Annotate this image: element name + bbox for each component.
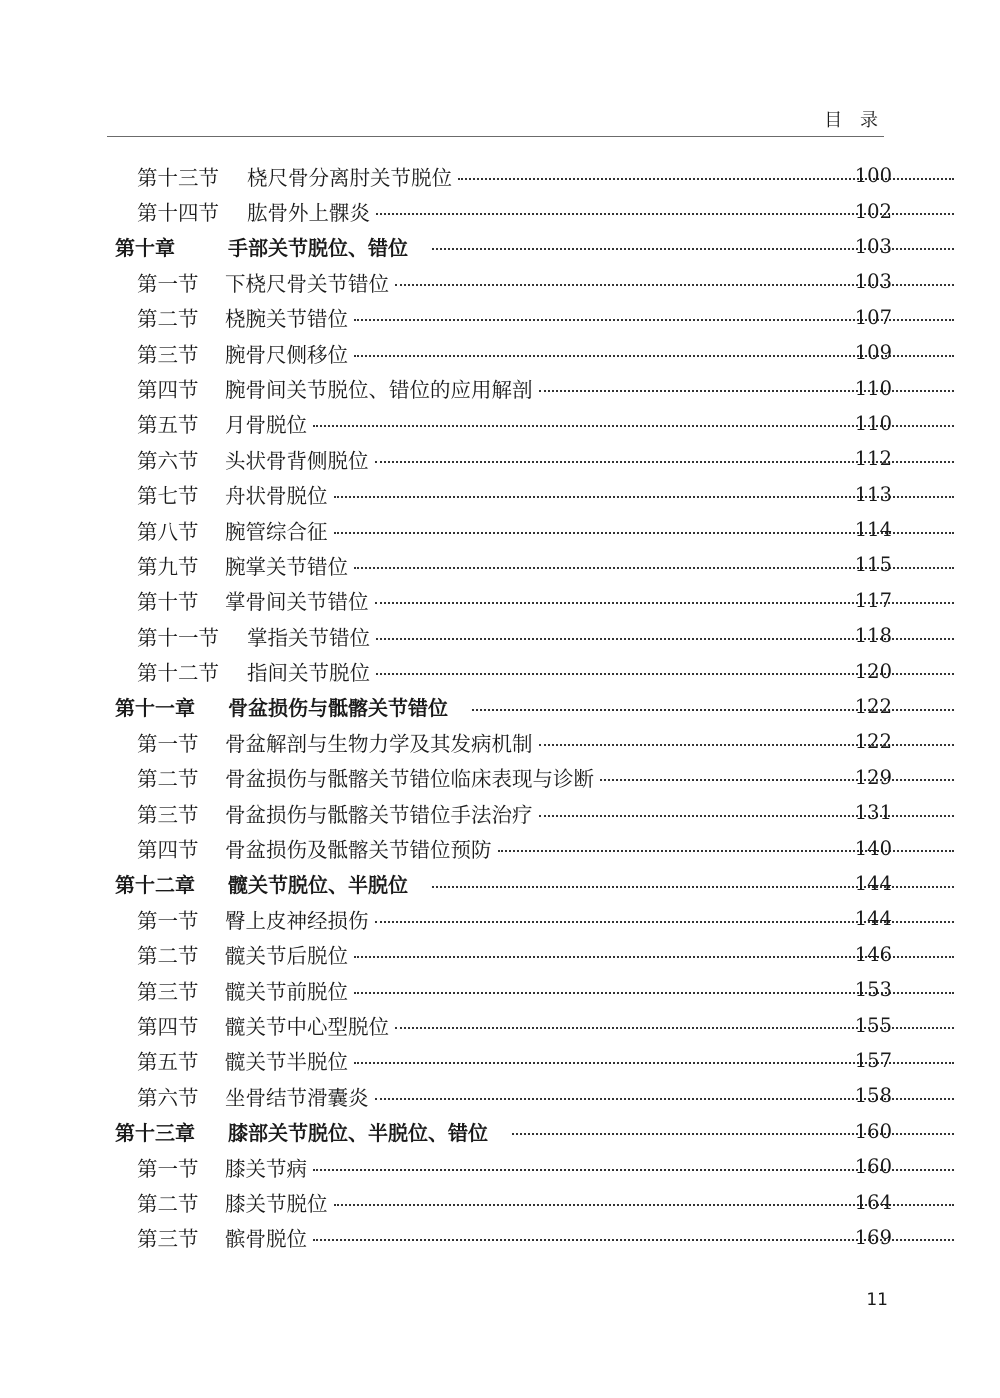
- toc-entry-number: 第五节: [137, 413, 199, 438]
- page-number: 11: [866, 1290, 888, 1310]
- toc-section-entry: [0, 1043, 1000, 1078]
- toc-section-entry: [0, 477, 1000, 512]
- toc-entry-title: 掌指关节错位: [247, 625, 370, 650]
- toc-entry-page: 109: [854, 341, 892, 365]
- toc-entry-number: 第一节: [137, 1156, 199, 1181]
- toc-section-entry: [0, 1078, 1000, 1113]
- toc-chapter-entry: [0, 1114, 1000, 1149]
- toc-entry-number: 第六节: [137, 448, 199, 473]
- toc-entry-number: 第十三章: [115, 1120, 195, 1145]
- toc-entry-title: 桡尺骨分离肘关节脱位: [247, 165, 452, 190]
- toc-entry-number: 第一节: [137, 908, 199, 933]
- toc-section-entry: [0, 583, 1000, 618]
- toc-section-entry: [0, 193, 1000, 228]
- toc-entry-number: 第二节: [137, 307, 199, 332]
- toc-entry-number: 第二节: [137, 1192, 199, 1217]
- toc-entry-page: 153: [854, 978, 892, 1002]
- toc-entry-page: 131: [854, 801, 892, 825]
- toc-entry-number: 第四节: [137, 838, 199, 863]
- toc-section-entry: [0, 1007, 1000, 1042]
- toc-section-entry: [0, 1184, 1000, 1219]
- toc-entry-title: 手部关节脱位、错位: [228, 235, 408, 260]
- toc-entry-number: 第十一章: [115, 696, 195, 721]
- toc-entry-number: 第十章: [115, 235, 175, 260]
- toc-section-entry: [0, 618, 1000, 653]
- toc-entry-page: 103: [854, 270, 892, 294]
- toc-entry-title: 肱骨外上髁炎: [247, 201, 370, 226]
- toc-entry-page: 103: [854, 234, 892, 258]
- toc-entry-number: 第十一节: [137, 625, 219, 650]
- toc-section-entry: [0, 264, 1000, 299]
- toc-entry-title: 髋关节中心型脱位: [225, 1015, 389, 1040]
- toc-entry-title: 膝部关节脱位、半脱位、错位: [228, 1120, 488, 1145]
- toc-entry-page: 160: [854, 1155, 892, 1179]
- toc-entry-number: 第四节: [137, 378, 199, 403]
- toc-entry-title: 髋关节后脱位: [225, 944, 348, 969]
- toc-entry-title: 腕管综合征: [225, 519, 328, 544]
- toc-entry-page: 164: [854, 1190, 892, 1214]
- toc-entry-number: 第六节: [137, 1085, 199, 1110]
- toc-entry-number: 第五节: [137, 1050, 199, 1075]
- toc-entry-page: 117: [854, 588, 892, 612]
- toc-entry-title: 掌骨间关节错位: [225, 590, 369, 615]
- toc-section-entry: [0, 547, 1000, 582]
- toc-entry-title: 髋关节前脱位: [225, 979, 348, 1004]
- toc-entry-number: 第八节: [137, 519, 199, 544]
- toc-entry-title: 骨盆损伤与骶髂关节错位: [228, 696, 448, 721]
- toc-entry-title: 臀上皮神经损伤: [225, 908, 369, 933]
- toc-entry-number: 第七节: [137, 484, 199, 509]
- toc-entry-number: 第十节: [137, 590, 199, 615]
- toc-entry-page: 140: [854, 836, 892, 860]
- toc-section-entry: [0, 406, 1000, 441]
- toc-entry-page: 144: [854, 872, 892, 895]
- toc-section-entry: [0, 830, 1000, 865]
- toc-entry-page: 146: [854, 942, 892, 966]
- toc-entry-title: 骨盆损伤与骶髂关节错位手法治疗: [225, 802, 533, 827]
- toc-entry-page: 122: [854, 730, 892, 754]
- toc-chapter-entry: [0, 866, 1000, 901]
- toc-entry-number: 第二节: [137, 944, 199, 969]
- toc-entry-title: 腕骨尺侧移位: [225, 342, 348, 367]
- toc-entry-number: 第三节: [137, 1227, 199, 1252]
- toc-section-entry: [0, 512, 1000, 547]
- toc-entry-page: 100: [854, 164, 892, 188]
- toc-entry-title: 髋关节半脱位: [225, 1050, 348, 1075]
- toc-entry-title: 头状骨背侧脱位: [225, 448, 369, 473]
- toc-entry-number: 第十二章: [115, 873, 195, 897]
- toc-entry-page: 112: [854, 447, 892, 471]
- toc-entry-title: 下桡尺骨关节错位: [225, 271, 389, 296]
- toc-entry-number: 第一节: [137, 731, 199, 756]
- toc-entry-page: 113: [854, 482, 892, 506]
- toc-section-entry: [0, 300, 1000, 335]
- toc-section-entry: [0, 795, 1000, 830]
- toc-entry-title: 骨盆损伤及骶髂关节错位预防: [225, 838, 492, 863]
- table-of-contents: [0, 158, 1000, 1255]
- toc-entry-title: 膝关节病: [225, 1156, 307, 1181]
- toc-section-entry: [0, 724, 1000, 759]
- toc-entry-title: 月骨脱位: [225, 413, 307, 438]
- toc-section-entry: [0, 937, 1000, 972]
- toc-entry-page: 102: [854, 199, 892, 223]
- toc-section-entry: [0, 1149, 1000, 1184]
- toc-entry-page: 129: [854, 765, 892, 789]
- toc-entry-number: 第三节: [137, 342, 199, 367]
- toc-section-entry: [0, 972, 1000, 1007]
- toc-entry-number: 第十三节: [137, 165, 219, 190]
- toc-entry-page: 107: [854, 305, 892, 329]
- toc-entry-page: 160: [854, 1119, 892, 1143]
- header-title: 目 录: [824, 110, 884, 131]
- toc-entry-page: 115: [854, 553, 892, 577]
- toc-section-entry: [0, 158, 1000, 193]
- toc-entry-title: 骨盆损伤与骶髂关节错位临床表现与诊断: [225, 767, 594, 792]
- toc-entry-page: 110: [854, 376, 892, 400]
- toc-chapter-entry: [0, 689, 1000, 724]
- toc-entry-page: 155: [854, 1013, 892, 1037]
- toc-entry-number: 第一节: [137, 271, 199, 296]
- toc-entry-page: 169: [854, 1225, 892, 1249]
- toc-entry-page: 158: [854, 1084, 892, 1108]
- toc-entry-title: 腕掌关节错位: [225, 554, 348, 579]
- toc-entry-page: 114: [854, 518, 892, 542]
- running-header: [107, 108, 884, 137]
- toc-entry-title: 髋关节脱位、半脱位: [228, 873, 408, 897]
- toc-chapter-entry: [0, 229, 1000, 264]
- toc-entry-title: 桡腕关节错位: [225, 307, 348, 332]
- toc-entry-page: 110: [854, 411, 892, 435]
- toc-section-entry: [0, 370, 1000, 405]
- toc-entry-page: 122: [854, 695, 892, 719]
- toc-section-entry: [0, 901, 1000, 936]
- toc-entry-title: 坐骨结节滑囊炎: [225, 1085, 369, 1110]
- toc-section-entry: [0, 653, 1000, 688]
- toc-section-entry: [0, 335, 1000, 370]
- toc-entry-number: 第十四节: [137, 201, 219, 226]
- toc-entry-number: 第十二节: [137, 661, 219, 686]
- toc-section-entry: [0, 760, 1000, 795]
- toc-entry-title: 骨盆解剖与生物力学及其发病机制: [225, 731, 533, 756]
- toc-entry-number: 第二节: [137, 767, 199, 792]
- toc-section-entry: [0, 1220, 1000, 1255]
- toc-entry-page: 157: [854, 1048, 892, 1072]
- toc-section-entry: [0, 441, 1000, 476]
- toc-entry-page: 144: [854, 907, 892, 931]
- toc-entry-page: 120: [854, 659, 892, 683]
- toc-entry-number: 第三节: [137, 802, 199, 827]
- toc-entry-number: 第四节: [137, 1015, 199, 1040]
- toc-entry-title: 腕骨间关节脱位、错位的应用解剖: [225, 378, 533, 403]
- toc-entry-title: 髌骨脱位: [225, 1227, 307, 1252]
- toc-entry-title: 舟状骨脱位: [225, 484, 328, 509]
- toc-entry-title: 膝关节脱位: [225, 1192, 328, 1217]
- toc-entry-number: 第九节: [137, 554, 199, 579]
- toc-entry-page: 118: [854, 624, 892, 648]
- dot-leader: [600, 779, 954, 781]
- toc-entry-title: 指间关节脱位: [247, 661, 370, 686]
- toc-entry-number: 第三节: [137, 979, 199, 1004]
